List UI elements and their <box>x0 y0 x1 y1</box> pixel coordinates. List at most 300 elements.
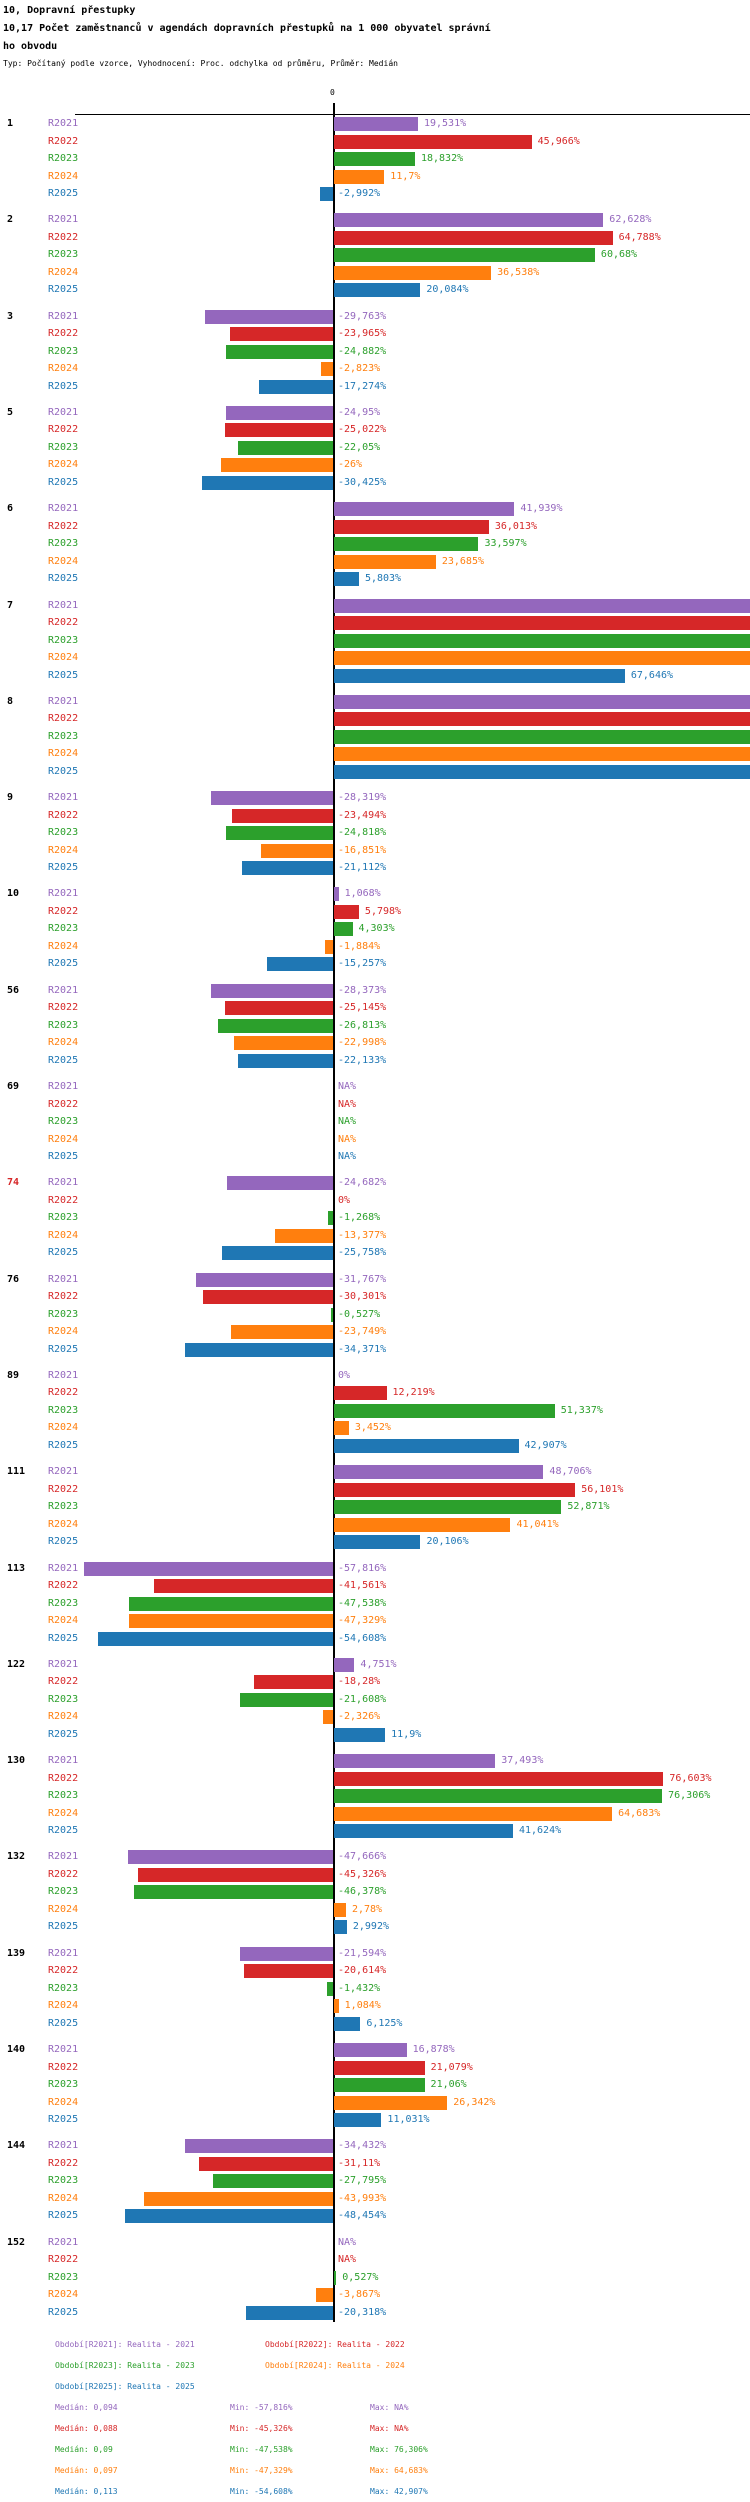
bar <box>334 572 359 586</box>
bar <box>254 1675 333 1689</box>
row-label-r2022: R2022 <box>48 135 79 147</box>
bar <box>129 1614 333 1628</box>
row-label-r2025: R2025 <box>48 573 79 585</box>
bar <box>325 940 333 954</box>
bar-value-label: -15,257% <box>338 958 387 970</box>
bar <box>334 1500 561 1514</box>
group-label: 111 <box>7 1466 26 1478</box>
row-label-r2024: R2024 <box>48 1133 79 1145</box>
row-label-r2024: R2024 <box>48 170 79 182</box>
page-title: 10, Dopravní přestupky <box>3 5 136 16</box>
row-label-r2023: R2023 <box>48 441 79 453</box>
row-label-r2022: R2022 <box>48 424 79 436</box>
bar <box>334 2017 360 2031</box>
bar <box>221 458 333 472</box>
row-label-r2023: R2023 <box>48 2271 79 2283</box>
row-label-r2025: R2025 <box>48 380 79 392</box>
group-label: 152 <box>7 2236 26 2248</box>
bar <box>334 599 750 613</box>
row-label-r2024: R2024 <box>48 1229 79 1241</box>
stat-max-r2023: Max: 76,306% <box>370 2445 428 2454</box>
bar <box>327 1982 333 1996</box>
row-label-r2024: R2024 <box>48 459 79 471</box>
bar <box>316 2288 333 2302</box>
bar-value-label: -30,301% <box>338 1291 387 1303</box>
group-label: 5 <box>7 406 14 418</box>
bar <box>334 1465 543 1479</box>
bar <box>242 861 333 875</box>
group-label: 69 <box>7 1081 20 1092</box>
bar-value-label: 21,079% <box>430 2061 473 2073</box>
legend-item-r2021: Období[R2021]: Realita - 2021 <box>55 2340 195 2349</box>
row-label-r2024: R2024 <box>48 748 79 760</box>
row-label-r2025: R2025 <box>48 862 79 874</box>
bar <box>240 1947 333 1961</box>
bar-value-label: -24,882% <box>338 345 387 357</box>
page-title-line3: ho obvodu <box>3 41 58 52</box>
row-label-r2023: R2023 <box>48 1212 79 1224</box>
group-label: 56 <box>7 984 20 996</box>
bar <box>222 1246 333 1260</box>
row-label-r2023: R2023 <box>48 1790 79 1802</box>
bar <box>334 1807 612 1821</box>
bar <box>334 555 436 569</box>
row-label-r2024: R2024 <box>48 1615 79 1626</box>
row-label-r2023: R2023 <box>48 1404 79 1416</box>
bar-value-label: -0,527% <box>338 1308 381 1320</box>
bar-value-label: 37,493% <box>501 1755 544 1767</box>
row-label-r2022: R2022 <box>48 905 79 917</box>
row-label-r2021: R2021 <box>48 695 79 707</box>
bar <box>328 1211 333 1225</box>
bar-value-label: -21,594% <box>338 1947 387 1959</box>
bar <box>334 1535 420 1549</box>
stat-median-r2023: Medián: 0,09 <box>55 2445 113 2454</box>
stat-min-r2025: Min: -54,608% <box>230 2487 293 2496</box>
bar-value-label: -25,758% <box>338 1247 387 1259</box>
bar <box>334 2078 425 2092</box>
row-label-r2024: R2024 <box>48 2192 79 2204</box>
bar <box>334 266 491 280</box>
bar <box>334 502 514 516</box>
bar <box>334 669 625 683</box>
bar-value-label: 36,538% <box>497 266 540 278</box>
bar <box>246 2306 333 2320</box>
row-label-r2021: R2021 <box>48 1273 79 1285</box>
row-label-r2021: R2021 <box>48 599 79 611</box>
bar-value-label: -20,318% <box>338 2306 387 2318</box>
row-label-r2022: R2022 <box>48 2254 79 2266</box>
stat-min-r2021: Min: -57,816% <box>230 2403 293 2412</box>
row-label-r2024: R2024 <box>48 940 79 952</box>
bar-value-label: -25,022% <box>338 424 387 436</box>
row-label-r2022: R2022 <box>48 1676 79 1688</box>
bar <box>334 1404 555 1418</box>
row-label-r2023: R2023 <box>48 345 79 357</box>
bar-value-label: 6,125% <box>366 2017 403 2029</box>
bar-value-label: 3,452% <box>354 1422 391 1434</box>
bar-value-label: -2,823% <box>338 363 381 375</box>
bar <box>334 747 750 761</box>
bar-value-label: NA% <box>338 1116 357 1127</box>
bar <box>231 1325 333 1339</box>
legend-item-r2023: Období[R2023]: Realita - 2023 <box>55 2361 195 2370</box>
row-label-r2025: R2025 <box>48 476 79 488</box>
bar-value-label: -23,965% <box>338 328 387 340</box>
row-label-r2025: R2025 <box>48 1054 79 1066</box>
bar-value-label: -1,432% <box>338 1982 381 1994</box>
stat-max-r2022: Max: NA% <box>370 2424 409 2433</box>
row-label-r2021: R2021 <box>48 214 79 226</box>
bar-value-label: 33,597% <box>484 538 527 550</box>
bar <box>185 1343 333 1357</box>
row-label-r2023: R2023 <box>48 634 79 646</box>
bar-value-label: -34,432% <box>338 2140 387 2152</box>
bar <box>334 634 750 648</box>
stat-median-r2022: Medián: 0,088 <box>55 2424 118 2433</box>
bar <box>144 2192 333 2206</box>
row-label-r2023: R2023 <box>48 730 79 742</box>
bar <box>261 844 333 858</box>
row-label-r2021: R2021 <box>48 1562 79 1574</box>
bar <box>225 1001 333 1015</box>
bar-value-label: 11,7% <box>390 170 421 182</box>
bar <box>199 2157 333 2171</box>
group-label: 144 <box>7 2140 26 2152</box>
row-label-r2022: R2022 <box>48 1194 79 1206</box>
bar-value-label: -24,682% <box>338 1177 387 1189</box>
bar <box>334 1421 349 1435</box>
bar <box>334 1483 575 1497</box>
bar <box>334 712 750 726</box>
legend-item-r2024: Období[R2024]: Realita - 2024 <box>265 2361 405 2370</box>
bar-value-label: -3,867% <box>338 2289 381 2301</box>
bar <box>334 2113 381 2127</box>
bar-value-label: -48,454% <box>338 2210 387 2222</box>
bar <box>203 1290 333 1304</box>
bar-value-label: -1,884% <box>338 940 381 952</box>
bar <box>259 380 333 394</box>
group-label: 6 <box>7 503 14 515</box>
bar-value-label: 60,68% <box>600 249 638 261</box>
row-label-r2022: R2022 <box>48 1772 79 1784</box>
bar-value-label: -26,813% <box>338 1019 387 1031</box>
chart-meta-line: Typ: Počítaný podle vzorce, Vyhodnocení: Proc. odchylka od průměru, Průměr: Medián <box>3 59 398 68</box>
row-label-r2024: R2024 <box>48 2000 79 2012</box>
bar-value-label: -23,494% <box>338 809 387 821</box>
bar <box>211 984 333 998</box>
bar <box>334 922 353 936</box>
row-label-r2023: R2023 <box>48 153 79 164</box>
bar <box>331 1308 333 1322</box>
row-label-r2021: R2021 <box>48 1369 79 1381</box>
bar-value-label: 51,337% <box>560 1404 603 1416</box>
bar <box>154 1579 333 1593</box>
row-label-r2021: R2021 <box>48 1851 79 1863</box>
bar <box>138 1868 333 1882</box>
bar-value-label: 76,603% <box>669 1772 712 1784</box>
bar <box>128 1850 333 1864</box>
bar-value-label: 21,06% <box>430 2079 467 2090</box>
bar-value-label: 42,907% <box>524 1439 567 1451</box>
bar <box>226 826 333 840</box>
row-label-r2021: R2021 <box>48 503 79 515</box>
x-axis-line <box>75 114 750 115</box>
bar-value-label: 2,78% <box>351 1903 383 1915</box>
row-label-r2025: R2025 <box>48 1439 79 1451</box>
bar-value-label: 64,788% <box>618 231 661 243</box>
row-label-r2023: R2023 <box>48 1982 79 1994</box>
bar-value-label: NA% <box>338 1098 357 1110</box>
row-label-r2025: R2025 <box>48 284 79 296</box>
group-label: 122 <box>7 1658 26 1670</box>
stat-median-r2025: Medián: 0,113 <box>55 2487 118 2496</box>
bar-value-label: -28,373% <box>338 984 387 996</box>
bar <box>334 1658 354 1672</box>
bar-value-label: -30,425% <box>338 476 387 488</box>
row-label-r2025: R2025 <box>48 958 79 970</box>
group-label: 140 <box>7 2044 26 2055</box>
bar-value-label: 41,939% <box>520 503 563 515</box>
bar <box>334 1386 387 1400</box>
group-label: 2 <box>7 214 14 226</box>
bar <box>334 1999 339 2013</box>
bar <box>226 406 333 420</box>
bar-value-label: -47,538% <box>338 1597 387 1609</box>
bar <box>334 1920 347 1934</box>
row-label-r2025: R2025 <box>48 1151 79 1162</box>
bar-value-label: 67,646% <box>630 669 674 681</box>
page-title-line2: 10,17 Počet zaměstnanců v agendách dopravních přestupků na 1 000 obyvatel správní <box>3 23 491 34</box>
bar <box>334 616 750 630</box>
row-label-r2023: R2023 <box>48 2175 79 2187</box>
bar-value-label: 11,031% <box>387 2114 430 2125</box>
row-label-r2024: R2024 <box>48 1807 79 1819</box>
bar-value-label: -31,11% <box>338 2157 381 2169</box>
bar-value-label: 41,624% <box>518 1825 562 1837</box>
bar-value-label: -46,378% <box>338 1886 387 1898</box>
row-label-r2025: R2025 <box>48 1825 79 1837</box>
bar <box>334 2043 407 2057</box>
row-label-r2024: R2024 <box>48 1326 79 1338</box>
row-label-r2024: R2024 <box>48 1422 79 1434</box>
bar-value-label: -24,818% <box>338 827 387 839</box>
row-label-r2023: R2023 <box>48 1597 79 1609</box>
row-label-r2022: R2022 <box>48 1098 79 1110</box>
row-label-r2024: R2024 <box>48 1903 79 1915</box>
row-label-r2022: R2022 <box>48 2061 79 2073</box>
row-label-r2022: R2022 <box>48 1868 79 1880</box>
bar-value-label: -22,05% <box>338 441 381 453</box>
bar <box>226 345 333 359</box>
row-label-r2021: R2021 <box>48 2140 79 2152</box>
row-label-r2024: R2024 <box>48 266 79 278</box>
bar-value-label: 19,531% <box>423 118 467 129</box>
bar <box>227 1176 333 1190</box>
bar <box>334 1518 510 1532</box>
row-label-r2021: R2021 <box>48 118 79 129</box>
bar <box>334 2271 336 2285</box>
bar <box>196 1273 333 1287</box>
bar-value-label: -13,377% <box>338 1229 387 1241</box>
bar <box>129 1597 333 1611</box>
bar <box>334 2096 447 2110</box>
bar-value-label: -17,274% <box>338 380 387 392</box>
row-label-r2023: R2023 <box>48 1886 79 1898</box>
bar-value-label: 41,041% <box>516 1518 559 1530</box>
bar-value-label: -41,561% <box>338 1580 387 1591</box>
bar <box>334 537 478 551</box>
bar-value-label: 5,798% <box>364 905 402 917</box>
bar-value-label: 36,013% <box>494 520 537 532</box>
bar <box>98 1632 333 1646</box>
bar-value-label: -26% <box>338 459 363 471</box>
group-label: 10 <box>7 888 20 900</box>
bar <box>334 1824 513 1838</box>
row-label-r2024: R2024 <box>48 844 79 856</box>
bar-value-label: -16,851% <box>338 844 387 856</box>
group-label: 7 <box>7 599 14 611</box>
row-label-r2025: R2025 <box>48 2210 79 2222</box>
row-label-r2025: R2025 <box>48 669 79 681</box>
bar <box>275 1229 333 1243</box>
row-label-r2022: R2022 <box>48 328 79 340</box>
bar-value-label: NA% <box>338 1133 357 1145</box>
bar <box>225 423 333 437</box>
bar-value-label: 26,342% <box>453 2096 496 2108</box>
row-label-r2024: R2024 <box>48 2289 79 2301</box>
row-label-r2022: R2022 <box>48 809 79 821</box>
bar <box>334 765 750 779</box>
stat-max-r2025: Max: 42,907% <box>370 2487 428 2496</box>
bar <box>267 957 333 971</box>
bar-value-label: 23,685% <box>441 555 484 567</box>
bar <box>213 2174 333 2188</box>
row-label-r2022: R2022 <box>48 1965 79 1977</box>
legend-item-r2025: Období[R2025]: Realita - 2025 <box>55 2382 195 2391</box>
row-label-r2023: R2023 <box>48 2079 79 2090</box>
group-label: 113 <box>7 1562 26 1574</box>
bar-value-label: 2,992% <box>352 1921 389 1933</box>
bar-value-label: 5,803% <box>364 573 402 585</box>
row-label-r2021: R2021 <box>48 1755 79 1767</box>
bar-value-label: 76,306% <box>668 1790 711 1802</box>
bar <box>334 651 750 665</box>
bar <box>234 1036 333 1050</box>
bar <box>334 117 418 131</box>
row-label-r2021: R2021 <box>48 1658 79 1670</box>
bar <box>211 791 333 805</box>
bar <box>238 441 333 455</box>
bar-value-label: -57,816% <box>338 1562 387 1574</box>
bar-value-label: 0% <box>338 1369 351 1381</box>
bar-value-label: -1,268% <box>338 1212 381 1224</box>
zero-tick-label: 0 <box>330 88 335 97</box>
bar <box>334 1439 519 1453</box>
bar <box>320 187 333 201</box>
legend-item-r2022: Období[R2022]: Realita - 2022 <box>265 2340 405 2349</box>
bar-value-label: -23,749% <box>338 1326 387 1338</box>
bar <box>334 1789 662 1803</box>
bar-value-label: -34,371% <box>338 1343 387 1355</box>
row-label-r2024: R2024 <box>48 1711 79 1723</box>
row-label-r2024: R2024 <box>48 1518 79 1530</box>
row-label-r2022: R2022 <box>48 2157 79 2169</box>
bar <box>334 170 384 184</box>
bar <box>185 2139 333 2153</box>
bar-value-label: -2,992% <box>338 188 381 199</box>
bar <box>334 248 595 262</box>
stat-max-r2021: Max: NA% <box>370 2403 409 2412</box>
bar-value-label: -24,95% <box>338 406 381 418</box>
bar <box>334 730 750 744</box>
row-label-r2025: R2025 <box>48 2114 79 2125</box>
bar <box>334 1772 663 1786</box>
row-label-r2021: R2021 <box>48 984 79 996</box>
group-label: 130 <box>7 1755 26 1767</box>
bar-value-label: 20,084% <box>426 284 469 296</box>
bar-value-label: NA% <box>338 1151 357 1162</box>
bar <box>244 1964 333 1978</box>
stat-max-r2024: Max: 64,683% <box>370 2466 428 2475</box>
row-label-r2021: R2021 <box>48 2044 79 2055</box>
row-label-r2022: R2022 <box>48 520 79 532</box>
row-label-r2023: R2023 <box>48 923 79 935</box>
bar-value-label: -25,145% <box>338 1002 387 1014</box>
group-label: 9 <box>7 792 14 804</box>
bar-value-label: NA% <box>338 2254 357 2266</box>
row-label-r2022: R2022 <box>48 617 79 628</box>
row-label-r2025: R2025 <box>48 1536 79 1548</box>
row-label-r2022: R2022 <box>48 1387 79 1399</box>
bar <box>321 362 333 376</box>
bar <box>84 1562 333 1576</box>
row-label-r2021: R2021 <box>48 1947 79 1959</box>
bar-value-label: 45,966% <box>537 135 580 147</box>
bar-value-label: 12,219% <box>392 1387 435 1399</box>
bar-value-label: -2,326% <box>338 1711 381 1723</box>
bar <box>218 1019 333 1033</box>
bar <box>230 327 333 341</box>
row-label-r2025: R2025 <box>48 1921 79 1933</box>
bar-value-label: 20,106% <box>426 1536 469 1548</box>
row-label-r2025: R2025 <box>48 1632 79 1644</box>
group-label: 3 <box>7 310 14 322</box>
group-label: 1 <box>7 118 14 129</box>
row-label-r2025: R2025 <box>48 1343 79 1355</box>
bar <box>240 1693 333 1707</box>
row-label-r2025: R2025 <box>48 1247 79 1259</box>
row-label-r2021: R2021 <box>48 406 79 418</box>
stat-min-r2022: Min: -45,326% <box>230 2424 293 2433</box>
row-label-r2024: R2024 <box>48 1037 79 1049</box>
group-label: 132 <box>7 1851 26 1863</box>
bar-value-label: -27,795% <box>338 2175 387 2187</box>
bar-value-label: -29,763% <box>338 310 387 322</box>
row-label-r2021: R2021 <box>48 792 79 804</box>
group-label: 76 <box>7 1273 20 1285</box>
stat-min-r2024: Min: -47,329% <box>230 2466 293 2475</box>
bar-value-label: 4,751% <box>360 1658 397 1670</box>
bar <box>334 1728 385 1742</box>
group-label: 74 <box>7 1177 20 1189</box>
bar-value-label: -31,767% <box>338 1273 387 1285</box>
row-label-r2022: R2022 <box>48 1002 79 1014</box>
bar-value-label: -22,133% <box>338 1054 387 1066</box>
bar-value-label: NA% <box>338 2236 357 2248</box>
row-label-r2023: R2023 <box>48 1501 79 1513</box>
row-label-r2025: R2025 <box>48 2306 79 2318</box>
